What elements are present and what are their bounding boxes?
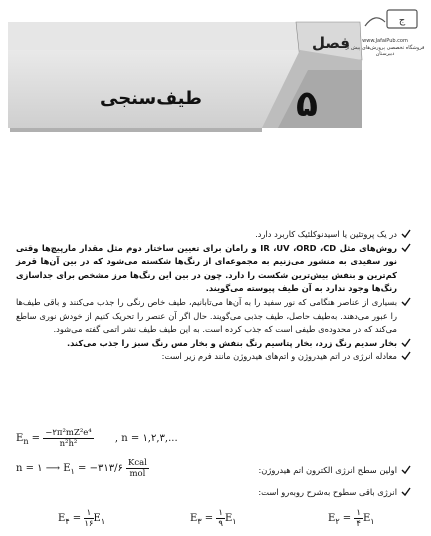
level-frac-num: ۱	[84, 508, 93, 519]
check-icon	[401, 297, 411, 307]
svg-text:ج: ج	[398, 15, 406, 26]
logo-icon	[345, 8, 425, 38]
level-frac-den: ۴	[356, 519, 361, 529]
check-icon	[401, 487, 411, 497]
level-lhs-sub: ۲	[335, 517, 340, 526]
other-levels-text: انرژی باقی سطوح به‌شرح روبه‌رو است:	[258, 487, 397, 497]
check-icon	[401, 338, 411, 348]
chapter-title: طیف‌سنجی	[100, 88, 202, 109]
paragraph-4	[16, 337, 411, 351]
formula-lhs: E	[16, 433, 24, 444]
energy-formula: $E_n$ = $\frac{\text{−۲π²mZ²e⁴}}{\text{n²h²}}$ , n = ۱,۲,۳,...	[16, 428, 178, 449]
chapter-number: ۵	[296, 84, 318, 125]
ground-state-text: اولین سطح انرژی الکترون اتم هیدروژن:	[258, 465, 397, 475]
logo-url: www.JafaiPub.com	[362, 38, 408, 44]
other-levels-row	[16, 486, 411, 500]
paragraph-1	[16, 228, 411, 242]
level-lhs-sub: ۳	[197, 517, 202, 526]
level-fraction	[354, 508, 363, 529]
check-icon	[401, 351, 411, 361]
level-fraction	[84, 508, 93, 529]
level-rhs-sub: ۱	[100, 517, 106, 526]
ground-unit-den: mol	[129, 469, 146, 479]
check-icon	[401, 243, 411, 253]
chapter-label: فصل	[312, 34, 350, 52]
chapter-banner	[0, 0, 431, 150]
level-frac-den: ۹	[218, 519, 223, 529]
formula-lhs-sub: n	[23, 437, 29, 446]
paragraph-5	[16, 350, 411, 364]
publisher-logo	[345, 8, 425, 57]
level-rhs-sub: ۱	[232, 517, 237, 526]
level-formula-4: $E_۴$ = $\frac{۱}{۱۶}$ $E_۱$	[58, 508, 106, 529]
paragraph-text: معادله انرژی در اتم هیدروژن و اتم‌های هیدروژن مانند فرم زیر است:	[161, 351, 397, 362]
paragraph-text: بسیاری از عناصر هنگامی که نور سفید را به آن‌ها می‌تابانیم، طیف خاص رنگی را جذب می‌کنند و باقی طیف‌ها را عبور می‌دهند. به‌طیف حاصل، طیف جذبی می‌گویند. حال اگر آن عنصر را تحریک کنیم از خودش نوری ساطع می‌کند که در محدوده‌ی طیفی است که جذب کرده است. به این طیف طیف نشر اتمی گفته می‌شود.	[16, 296, 397, 335]
paragraph-text: روش‌های مثل IR ،UV ،ORD ،CD و رامان برای تعیین ساختار دوم مثل مقدار مارپیچ‌ها وقتی نور سفیدی به منشور می‌زنیم به مجموعه‌ای از رنگ‌ها شکسته می‌شود که در بین آن‌ها قرمز کم‌ترین و بنفش بیش‌ترین شکست را دارد. چون در بین این رنگ‌ها مرز مشخص برای جداسازی رنگ‌ها وجود ندارد به آن طیف پیوسته می‌گویند.	[16, 242, 397, 294]
formula-numerator: −۲π²mZ²e⁴	[45, 428, 92, 438]
ground-unit-num: Kcal	[128, 458, 147, 468]
ground-formula-left: n = ۱ ⟶ E	[16, 463, 71, 474]
level-frac-num: ۱	[356, 508, 361, 518]
paragraph-3	[16, 296, 411, 337]
ground-state-formula	[16, 458, 149, 479]
level-formula-3: $E_۳$ = $\frac{۱}{۹}$ $E_۱$	[190, 508, 237, 529]
logo-caption: فروشگاه تخصصی پرورش‌های پیش از دبیرستان	[345, 45, 425, 57]
check-icon	[401, 229, 411, 239]
formula-denominator: n²h²	[59, 439, 78, 449]
formula-fraction	[43, 428, 94, 449]
formula-n-range: , n = ۱,۲,۳,...	[114, 433, 178, 444]
check-icon	[401, 465, 411, 475]
level-formula-2: $E_۲$ = $\frac{۱}{۴}$ $E_۱$	[328, 508, 375, 529]
paragraph-text: در یک پروتئین یا اسیدنوکلئیک کاربرد دارد.	[255, 229, 397, 239]
level-rhs-sub: ۱	[370, 517, 375, 526]
paragraph-text: بخار سدیم رنگ زرد، بخار پتاسیم رنگ بنفش و بخار مس رنگ سبز را جذب می‌کند.	[66, 337, 397, 348]
level-fraction	[216, 508, 225, 529]
content-body	[16, 228, 411, 364]
other-levels-text-row	[16, 486, 411, 500]
paragraph-2	[16, 242, 411, 296]
level-frac-num: ۱	[218, 508, 223, 518]
ground-formula-sub: ۱	[70, 467, 75, 476]
ground-formula-value: = −۳۱۳/۶	[74, 463, 123, 474]
ground-unit	[126, 458, 149, 479]
level-frac-den: ۱۶	[84, 519, 94, 529]
level-lhs-sub: ۴	[65, 517, 70, 526]
